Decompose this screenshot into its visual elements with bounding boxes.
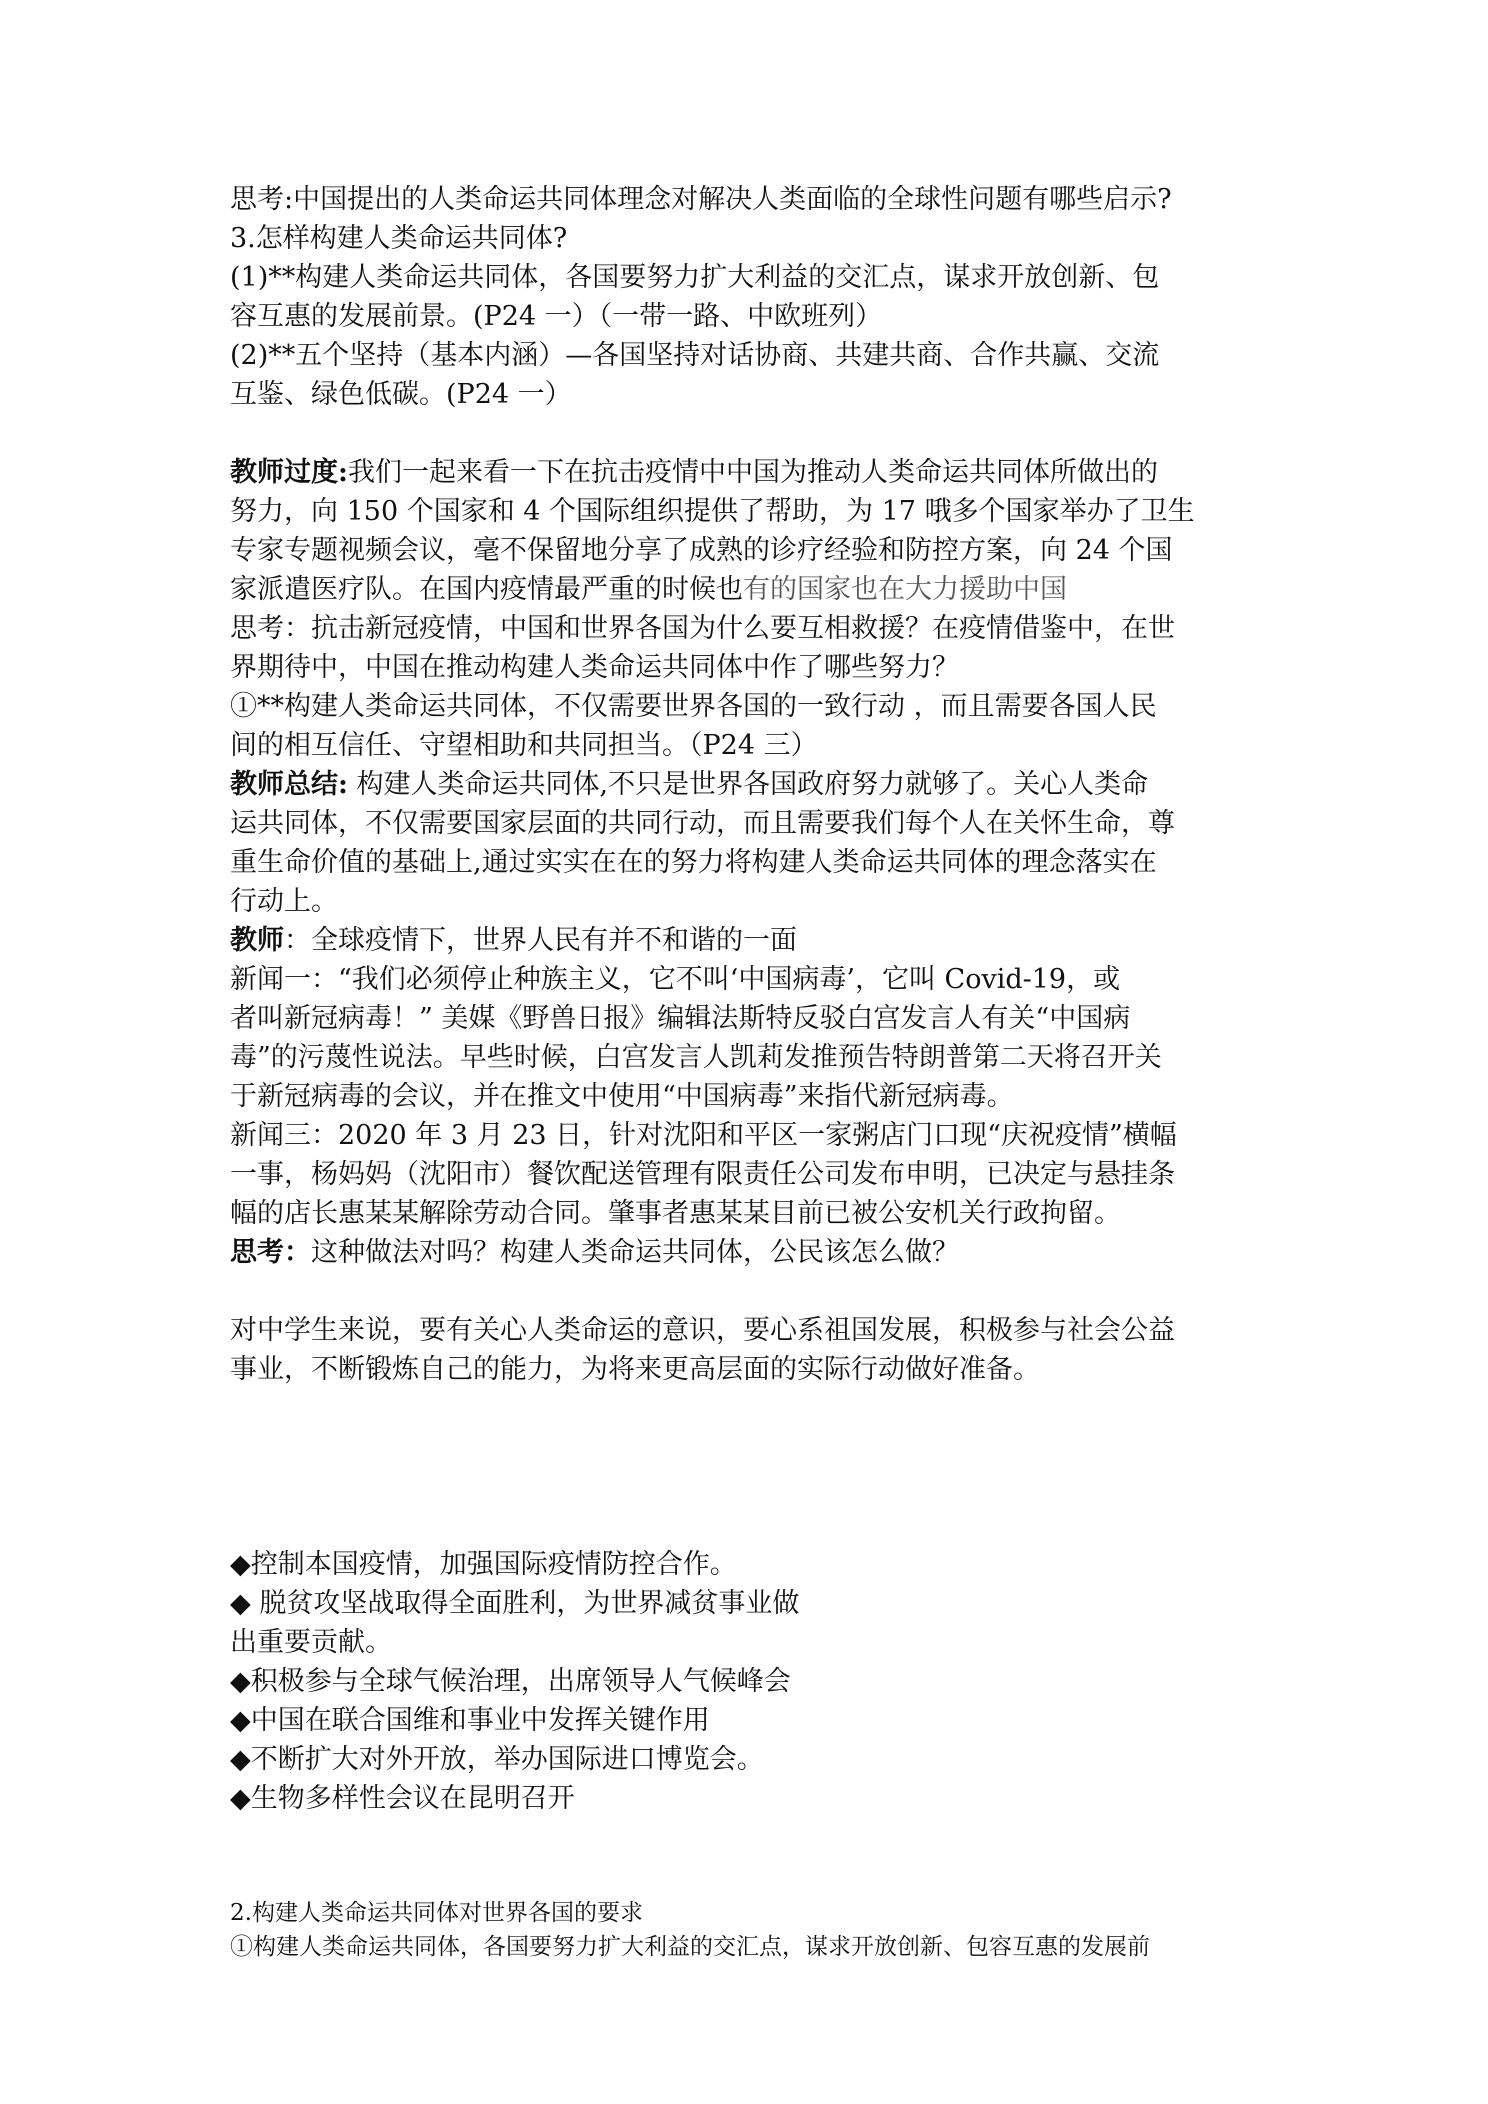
section-requirements-point-1: ①构建人类命运共同体，各国要努力扩大利益的交汇点，谋求开放创新、包容互惠的发展前 xyxy=(230,1934,1150,1960)
news-1-line-3: 毒”的污蔑性说法。早些时候，白宫发言人凯莉发推预告特朗普第二天将召开关 xyxy=(230,1042,1162,1073)
news-3-line-1: 新闻三：2020 年 3 月 23 日，针对沈阳和平区一家粥店门口现“庆祝疫情”横幅 xyxy=(230,1120,1177,1151)
question-global-issues: 思考:中国提出的人类命运共同体理念对解决人类面临的全球性问题有哪些启示? xyxy=(230,184,1172,215)
students-summary-line-1: 对中学生来说，要有关心人类命运的意识，要心系祖国发展，积极参与社会公益 xyxy=(230,1315,1175,1346)
point-1-line-1: (1)**构建人类命运共同体，各国要努力扩大利益的交汇点，谋求开放创新、包 xyxy=(230,262,1160,293)
bullet-poverty-line-2: 出重要贡献。 xyxy=(230,1627,392,1658)
question-mutual-aid-line-1: 思考：抗击新冠疫情，中国和世界各国为什么要互相救援？在疫情借鉴中，在世 xyxy=(230,613,1175,644)
news-1-line-2: 者叫新冠病毒！” 美媒《野兽日报》编辑法斯特反驳白宫发言人有关“中国病 xyxy=(230,1003,1131,1034)
section-requirements-heading: 2.构建人类命运共同体对世界各国的要求 xyxy=(230,1900,643,1926)
teacher-label: 教师 xyxy=(230,925,284,956)
teacher-summary-line-1: 教师总结: 构建人类命运共同体,不只是世界各国政府努力就够了。关心人类命 xyxy=(230,769,1149,800)
news-3-line-2: 一事，杨妈妈（沈阳市）餐饮配送管理有限责任公司发布申明，已决定与悬挂条 xyxy=(230,1159,1175,1190)
answer-1-line-2: 间的相互信任、守望相助和共同担当。（P24 三） xyxy=(230,730,818,761)
question-citizens: 思考：这种做法对吗？构建人类命运共同体，公民该怎么做？ xyxy=(230,1237,959,1268)
teacher-summary-label: 教师总结: xyxy=(230,769,348,800)
bullet-opening-up: ◆不断扩大对外开放，举办国际进口博览会。 xyxy=(230,1744,764,1775)
news-1-line-4: 于新冠病毒的会议，并在推文中使用“中国病毒”来指代新冠病毒。 xyxy=(230,1081,1014,1112)
teacher-summary-line-3: 重生命价值的基础上,通过实实在在的努力将构建人类命运共同体的理念落实在 xyxy=(230,847,1157,878)
teacher-transition-line-3: 专家专题视频会议，毫不保留地分享了成熟的诊疗经验和防控方案，向 24 个国 xyxy=(230,535,1173,566)
teacher-transition-label: 教师过度: xyxy=(230,457,348,488)
teacher-transition-line-4: 家派遣医疗队。在国内疫情最严重的时候也有的国家也在大力援助中国 xyxy=(230,574,1067,605)
bullet-poverty-line-1: ◆ 脱贫攻坚战取得全面胜利，为世界减贫事业做 xyxy=(230,1588,800,1619)
document-body xyxy=(230,180,1270,1964)
students-summary-line-2: 事业，不断锻炼自己的能力，为将来更高层面的实际行动做好准备。 xyxy=(230,1354,1040,1385)
teacher-note: 教师：全球疫情下，世界人民有并不和谐的一面 xyxy=(230,925,797,956)
point-1-line-2: 容互惠的发展前景。(P24 一）（一带一路、中欧班列） xyxy=(230,301,883,332)
point-2-line-1: (2)**五个坚持（基本内涵）—各国坚持对话协商、共建共商、合作共赢、交流 xyxy=(230,340,1160,371)
question-mutual-aid-line-2: 界期待中，中国在推动构建人类命运共同体中作了哪些努力？ xyxy=(230,652,959,683)
news-1-line-1: 新闻一：“我们必须停止种族主义，它不叫‘中国病毒’，它叫 Covid-19，或 xyxy=(230,964,1121,995)
heading-how-to-build: 3.怎样构建人类命运共同体? xyxy=(230,223,568,254)
bullet-biodiversity: ◆生物多样性会议在昆明召开 xyxy=(230,1783,575,1814)
teacher-transition-line-1: 教师过度:我们一起来看一下在抗击疫情中中国为推动人类命运共同体所做出的 xyxy=(230,457,1158,488)
news-3-line-3: 幅的店长惠某某解除劳动合同。肇事者惠某某目前已被公安机关行政拘留。 xyxy=(230,1198,1121,1229)
teacher-summary-line-2: 运共同体，不仅需要国家层面的共同行动，而且需要我们每个人在关怀生命，尊 xyxy=(230,808,1175,839)
teacher-transition-line-2: 努力，向 150 个国家和 4 个国际组织提供了帮助，为 17 哦多个国家举办了卫生 xyxy=(230,496,1195,527)
point-2-line-2: 互鉴、绿色低碳。(P24 一） xyxy=(230,379,572,410)
bullet-climate: ◆积极参与全球气候治理，出席领导人气候峰会 xyxy=(230,1666,791,1697)
question-label: 思考： xyxy=(230,1237,311,1268)
answer-1-line-1: ①**构建人类命运共同体，不仅需要世界各国的一致行动 ，而且需要各国人民 xyxy=(230,691,1157,722)
bullet-epidemic-control: ◆控制本国疫情，加强国际疫情防控合作。 xyxy=(230,1549,737,1580)
bullet-peacekeeping: ◆中国在联合国维和事业中发挥关键作用 xyxy=(230,1705,710,1736)
teacher-summary-line-4: 行动上。 xyxy=(230,886,338,917)
